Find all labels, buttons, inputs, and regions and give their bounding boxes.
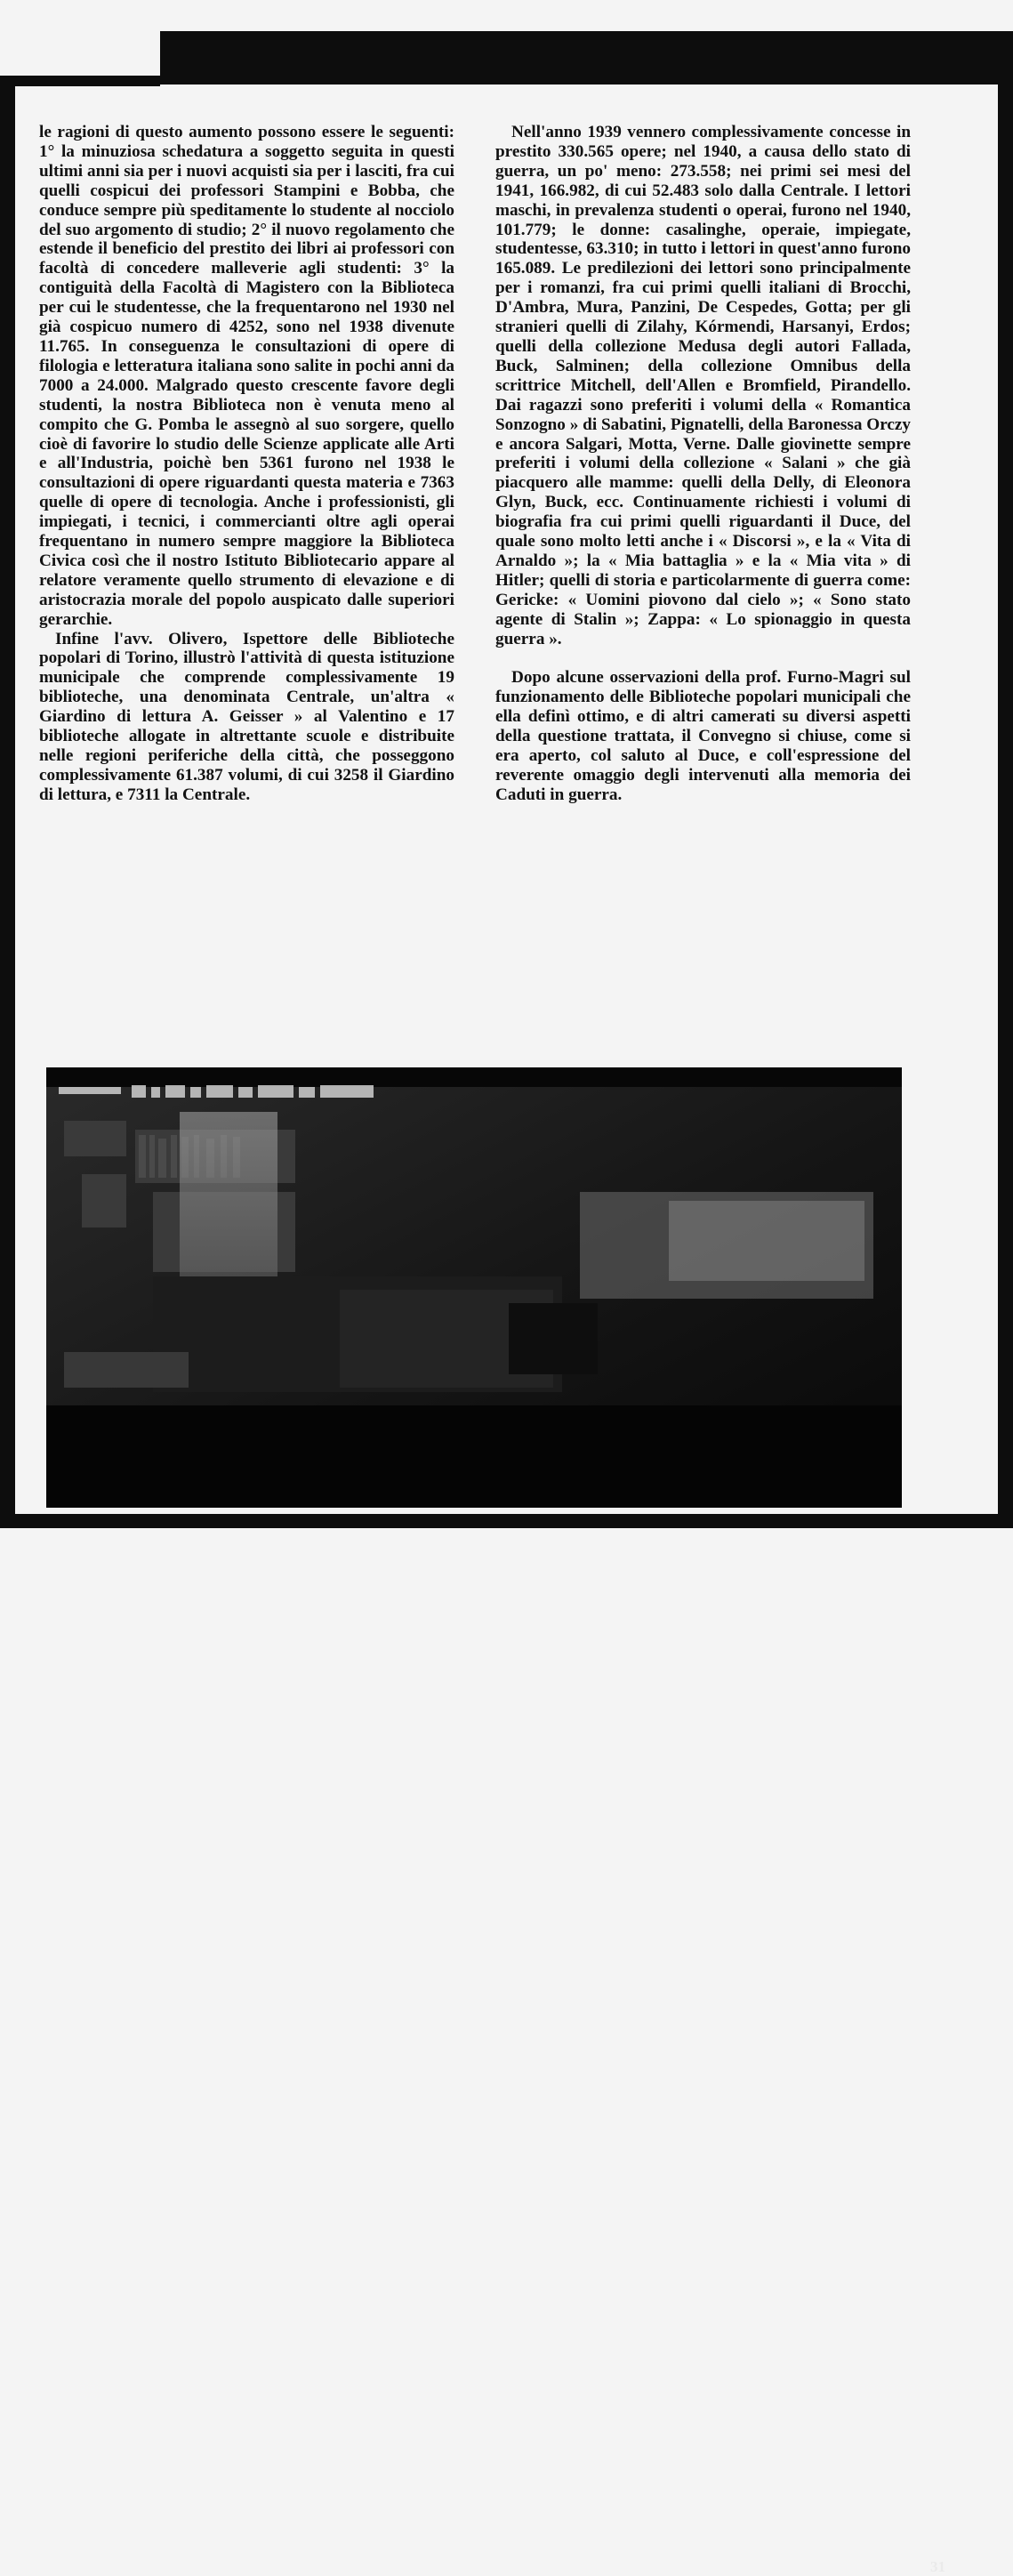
scan-bottom-border: [0, 1514, 1013, 1528]
right-paragraph-2: Dopo alcune osservazioni della prof. Furno-Magri sul funzionamento delle Biblioteche popolari municipali che ella definì ottimo, e di altri camerati su diversi aspetti della questione trattata, il Convegno si chiuse, come si era aperto, col saluto al Duce, e coll'espressione del reverente omaggio degli intervenuti alla memoria dei Caduti in guerra.: [495, 668, 911, 804]
scan-corner-border: [0, 67, 160, 86]
left-paragraph-2: Infine l'avv. Olivero, Ispettore delle Biblioteche popolari di Torino, illustrò l'attività di questa istituzione municipale che comprende complessivamente 19 biblioteche, una denominata Centrale, un'altra « Giardino di lettura A. Geisser » al Valentino e 17 biblioteche allogate in altrettante scuole e distribuite nelle regioni periferiche della città, che posseggono complessivamente 61.387 volumi, di cui 3258 il Giardino di lettura, e 7311 la Centrale.: [39, 629, 454, 804]
scan-top-border: [160, 31, 1013, 85]
page-number: 31: [930, 2558, 945, 2575]
scan-left-border: [0, 80, 15, 1528]
photo-illustration: [46, 1067, 902, 1508]
left-paragraph-1: le ragioni di questo aumento possono essere le seguenti: 1° la minuziosa schedatura a soggetto seguita in questi ultimi anni sia per i nuovi acquisti sia per i lasciti, fra cui quelli cospicui dei professori Stampini e Bobba, che conduce sempre più speditamente lo studente al nocciolo del suo argomento di studio; 2° il nuovo regolamento che estende il beneficio del prestito dei libri ai professori con facoltà di concedere malleverie agli studenti: 3° la contiguità della Facoltà di Magistero con la Biblioteca per cui le studentesse, che la frequentarono nel 1930 nel già cospicuo numero di 4252, sono nel 1938 divenute 11.765. In conseguenza le consultazioni di opere di filologia e letteratura italiana sono salite in pochi anni da 7000 a 24.000. Malgrado questo crescente favore degli studenti, la nostra Biblioteca non è venuta meno al compito che G. Pomba le assegnò al suo sorgere, quello cioè di favorire lo studio delle Scienze applicate alle Arti e all'Industria, poichè ben 5361 furono nel 1938 le consultazioni di opere riguardanti questa materia e 7363 quelle di opere di tecnologia. Anche i professionisti, gli impiegati, i tecnici, i commercianti oltre agli operai frequentano in numero sempre maggiore la Biblioteca Civica così che il nostro Istituto Bibliotecario appare al relatore veramente quello strumento di elevazione e di aristocrazia morale del popolo auspicato dalle superiori gerarchie.: [39, 123, 454, 629]
scan-right-border: [998, 80, 1013, 1528]
library-reading-room-photo: [46, 1067, 945, 2575]
right-text-column: [495, 123, 911, 805]
right-paragraph-1: Nell'anno 1939 vennero complessivamente concesse in prestito 330.565 opere; nel 1940, a causa dello stato di guerra, un po' meno: 273.558; nei primi sei mesi del 1941, 166.982, di cui 52.483 solo dalla Centrale. I lettori maschi, in prevalenza studenti o operai, furono nel 1940, 101.779; le donne: casalinghe, operaie, impiegate, studentesse, 63.310; in tutto i lettori in quest'anno furono 165.089. Le predilezioni dei lettori sono principalmente per i romanzi, fra cui primi quelli italiani di Brocchi, D'Ambra, Mura, Panzini, De Cespedes, Gotta; per gli stranieri quelli di Zilahy, Kórmendi, Harsanyi, Erdos; quelli della collezione Medusa degli autori Fallada, Buck, Salminen; della collezione Omnibus della scrittrice Mitchell, dell'Allen e Bromfield, Pirandello. Dai ragazzi sono preferiti i volumi della « Romantica Sonzogno » di Sabatini, Pignatelli, della Baronessa Orczy e ancora Salgari, Motta, Verne. Dalle giovinette sempre preferiti i volumi della collezione « Salani » che già piacquero alle mamme: quelli della Delly, di Eleonora Glyn, Buck, ecc. Continuamente richiesti i volumi di biografia fra cui primi quelli riguardanti il Duce, del quale sono molto letti anche i « Discorsi », e la « Vita di Arnaldo »; la « Mia battaglia » e la « Mia vita » di Hitler; quelli di storia e particolarmente di guerra come: Gericke: « Uomini piovono dal cielo »; « Sono stato agente di Stalin »; Zappa: « Lo spionaggio in questa guerra ».: [495, 123, 911, 648]
left-text-column: [39, 123, 454, 805]
